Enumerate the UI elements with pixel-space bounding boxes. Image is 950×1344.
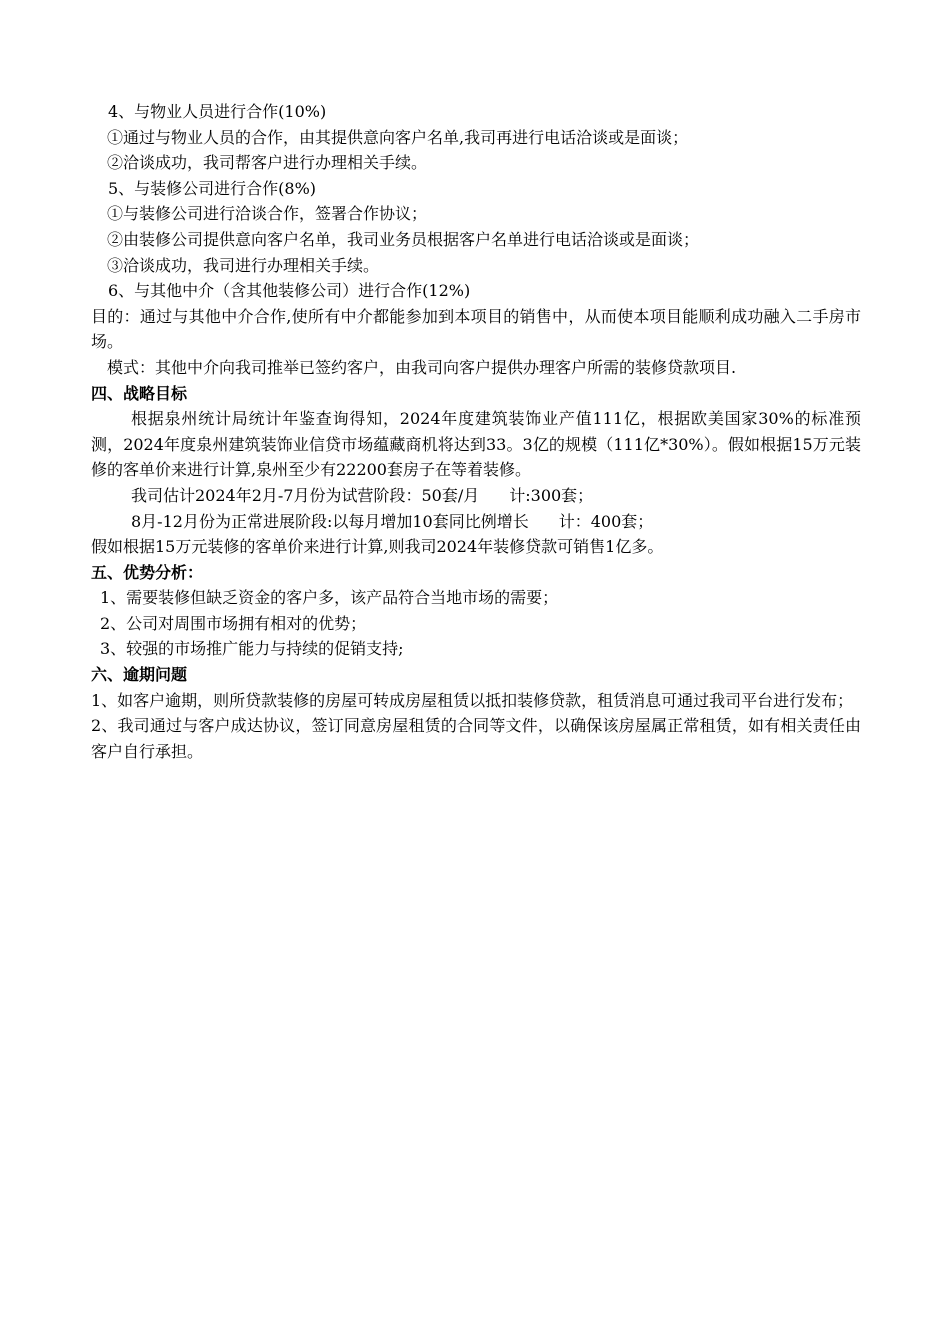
item6-purpose: 目的：通过与其他中介合作,使所有中介都能参加到本项目的销售中，从而使本项目能顺利成功融入二手房市场。	[91, 306, 861, 352]
item5-title: 5、与装修公司进行合作(8%)	[108, 178, 317, 198]
item5-step-1: ①与装修公司进行洽谈合作，签署合作协议；	[107, 204, 428, 224]
normal-stage-text: 8月-12月份为正常进展阶段:以每月增加10套同比例增长	[131, 511, 529, 531]
item4-title: 4、与物业人员进行合作(10%)	[108, 102, 327, 121]
item6-title: 6、与其他中介（含其他装修公司）进行合作(12%)	[108, 281, 471, 301]
section4-heading: 四、战略目标	[91, 383, 188, 403]
trial-stage-text: 我司估计2024年2月-7月份为试营阶段：50套/月	[131, 485, 480, 505]
normal-stage-line	[91, 509, 861, 535]
normal-stage-total: 计：400套；	[558, 511, 654, 531]
overdue-item-2: 2、我司通过与客户成达协议，签订同意房屋租赁的合同等文件，以确保该房屋属正常租赁，如有相关责任由客户自行承担。	[91, 716, 861, 761]
advantage-item-2: 2、公司对周围市场拥有相对的优势；	[100, 613, 367, 633]
section4-conclusion: 假如根据15万元装修的客单价来进行计算,则我司2024年装修贷款可销售1亿多。	[91, 537, 664, 557]
section4-paragraph: 根据泉州统计局统计年鉴查询得知，2024年度建筑装饰业产值111亿，根据欧美国家30%的标准预测，2024年度泉州建筑装饰业信贷市场蕴藏商机将达到33。3亿的规模（111亿*30%）。假如根据15万元装修的客单价来进行计算,泉州至少有22200套房子在等着装修。	[91, 409, 861, 480]
section5-heading: 五、优势分析：	[91, 562, 204, 582]
overdue-item-1: 1、如客户逾期，则所贷款装修的房屋可转成房屋租赁以抵扣装修贷款，租赁消息可通过我司平台进行发布；	[91, 690, 854, 710]
trial-stage-total: 计:300套；	[509, 485, 594, 505]
trial-stage-line	[91, 483, 861, 509]
section6-heading: 六、逾期问题	[91, 665, 188, 685]
item5-step-3: ③洽谈成功，我司进行办理相关手续。	[107, 255, 380, 275]
item6-mode: 模式：其他中介向我司推举已签约客户，由我司向客户提供办理客户所需的装修贷款项目.	[107, 357, 737, 377]
item4-step-1: ①通过与物业人员的合作，由其提供意向客户名单,我司再进行电话洽谈或是面谈；	[107, 127, 689, 147]
advantage-item-1: 1、需要装修但缺乏资金的客户多，该产品符合当地市场的需要；	[100, 588, 559, 608]
item4-step-2: ②洽谈成功，我司帮客户进行办理相关手续。	[107, 153, 428, 173]
document-body	[91, 99, 861, 764]
item5-step-2: ②由装修公司提供意向客户名单，我司业务员根据客户名单进行电话洽谈或是面谈；	[107, 229, 700, 249]
advantage-item-3: 3、较强的市场推广能力与持续的促销支持;	[100, 639, 404, 659]
